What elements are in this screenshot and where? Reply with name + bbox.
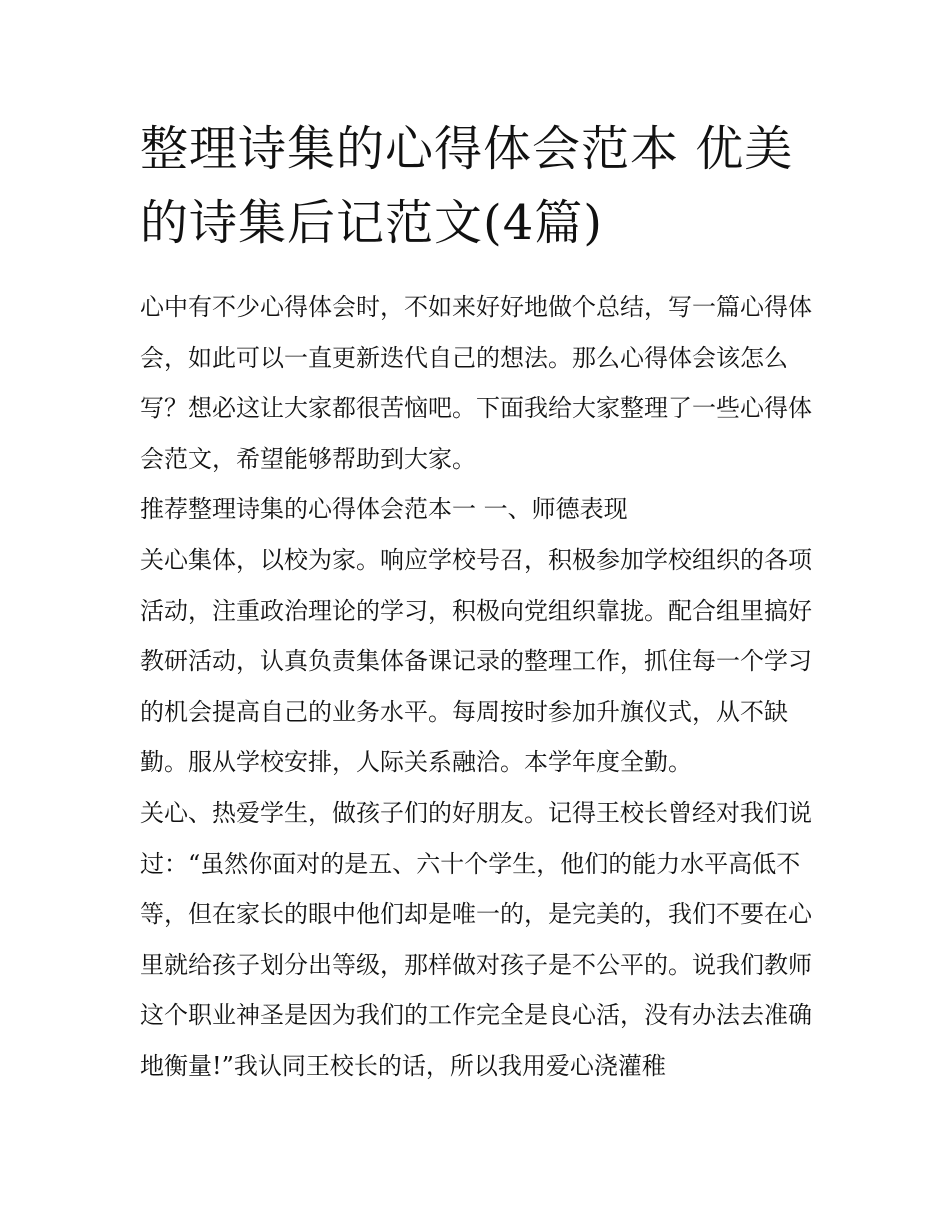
paragraph-heading: 推荐整理诗集的心得体会范本一 一、师德表现 bbox=[140, 495, 628, 524]
paragraph-intro: 心中有不少心得体会时，不如来好好地做个总结，写一篇心得体会，如此可以一直更新迭代自己的想法。那么心得体会该怎么写？想必这让大家都很苦恼吧。下面我给大家整理了一些心得体会范文，希望能够帮助到大家。 bbox=[140, 293, 812, 473]
document-title: 整理诗集的心得体会范本 优美的诗集后记范文(4篇) bbox=[140, 121, 794, 251]
paragraph-collective: 关心集体，以校为家。响应学校号召，积极参加学校组织的各项活动，注重政治理论的学习，积极向党组织靠拢。配合组里搞好教研活动，认真负责集体备课记录的整理工作，抓住每一个学习的机会提高自己的业务水平。每周按时参加升旗仪式，从不缺勤。服从学校安排，人际关系融洽。本学年度全勤。 bbox=[140, 545, 812, 777]
document-page bbox=[140, 112, 812, 1092]
paragraph-students: 关心、热爱学生，做孩子们的好朋友。记得王校长曾经对我们说过：“虽然你面对的是五、六十个学生，他们的能力水平高低不等，但在家长的眼中他们却是唯一的，是完美的，我们不要在心里就给孩子划分出等级，那样做对孩子是不公平的。说我们教师这个职业神圣是因为我们的工作完全是良心活，没有办法去准确地衡量!”我认同王校长的话，所以我用爱心浇灌稚 bbox=[140, 798, 812, 1080]
document-body bbox=[140, 282, 812, 1092]
